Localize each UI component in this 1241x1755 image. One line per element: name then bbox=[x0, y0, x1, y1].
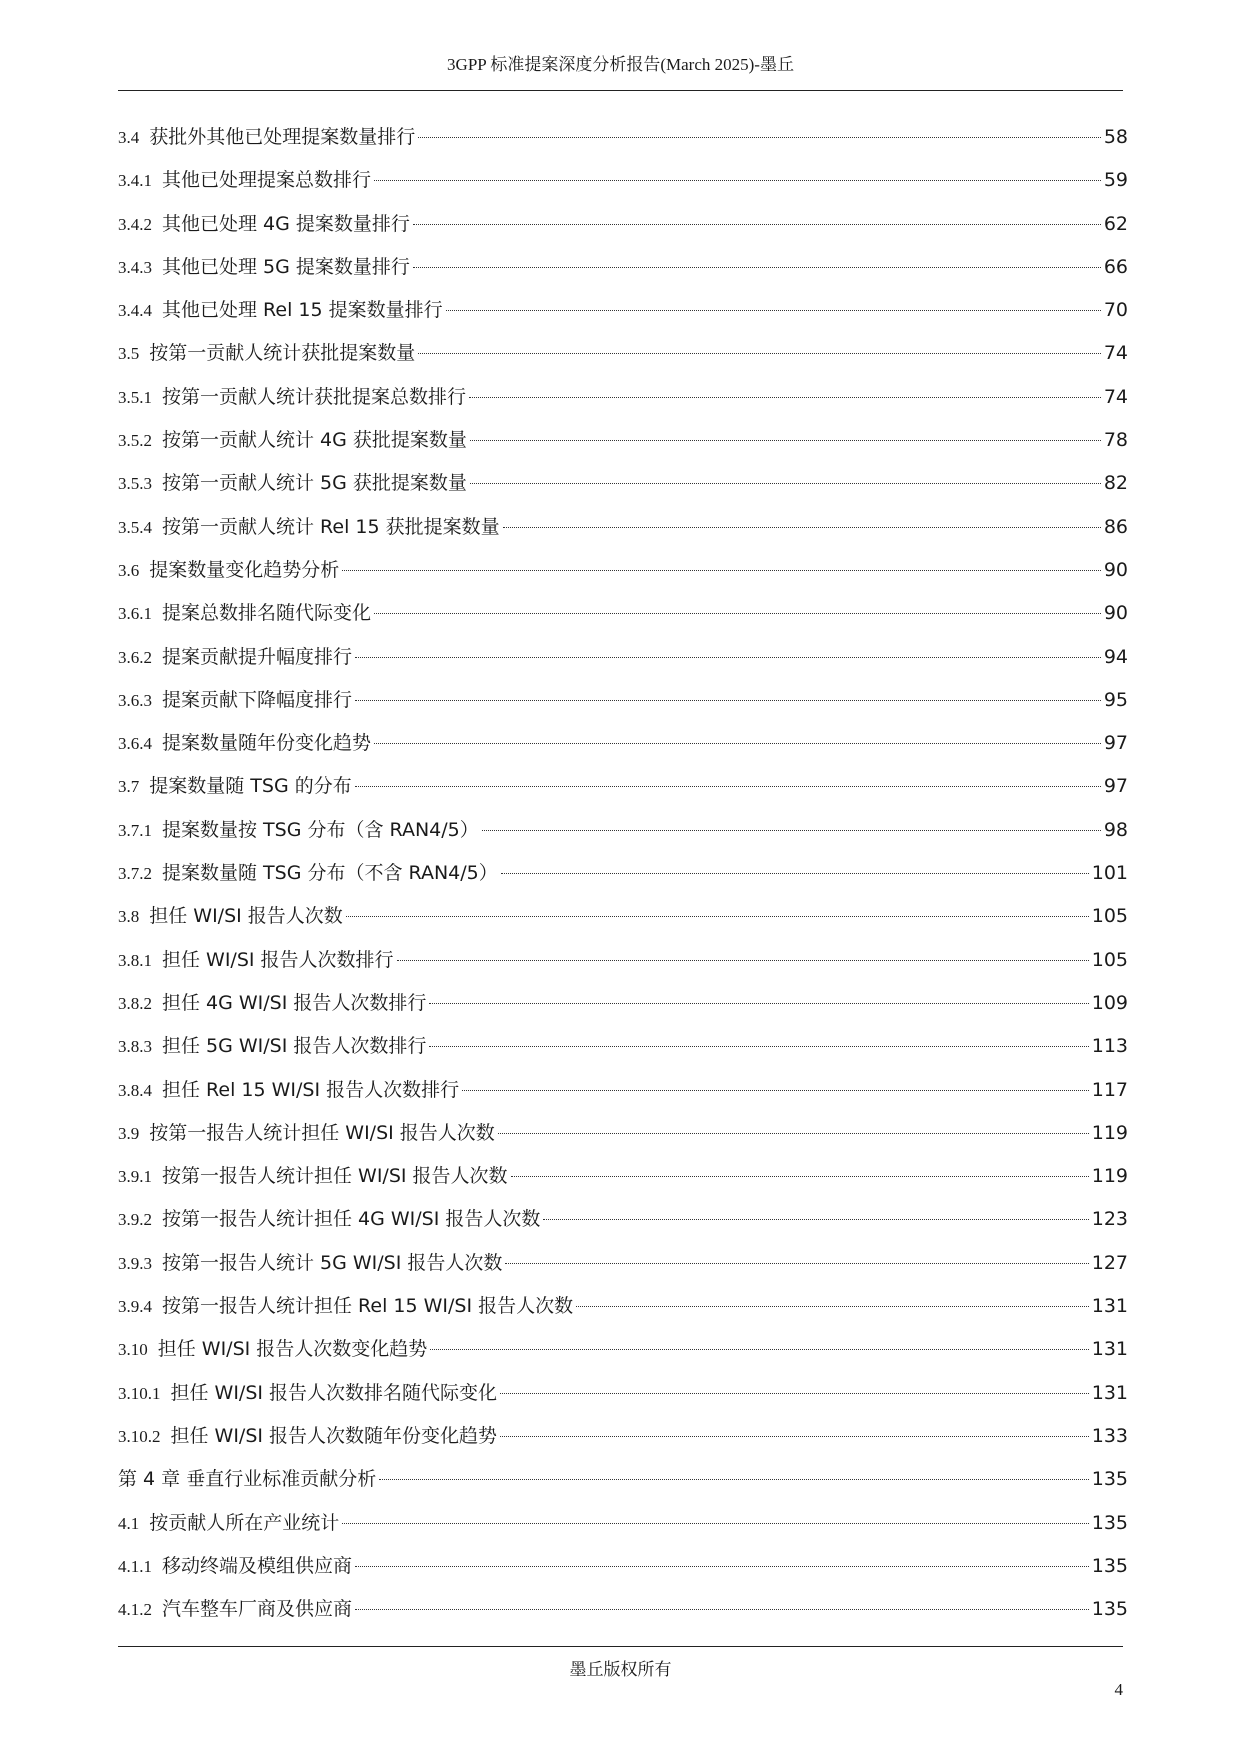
toc-entry-page: 90 bbox=[1103, 602, 1128, 625]
toc-entry-page: 66 bbox=[1103, 255, 1128, 278]
toc-entry[interactable] bbox=[118, 1502, 1128, 1545]
toc-dot-leader bbox=[576, 1306, 1089, 1307]
toc-entry-number: 3.6 bbox=[118, 560, 140, 580]
toc-dot-leader bbox=[397, 960, 1089, 961]
toc-entry-title: 提案数量随 TSG 分布（不含 RAN4/5） bbox=[162, 862, 498, 885]
toc-entry-page: 94 bbox=[1103, 645, 1128, 668]
toc-entry-number: 4.1 bbox=[118, 1513, 140, 1533]
toc-entry-page: 105 bbox=[1091, 905, 1128, 928]
toc-entry-title: 按第一贡献人统计 Rel 15 获批提案数量 bbox=[162, 515, 500, 538]
toc-dot-leader bbox=[374, 743, 1101, 744]
toc-entry-page: 70 bbox=[1103, 299, 1128, 322]
toc-entry-number: 3.9.4 bbox=[118, 1297, 152, 1317]
toc-dot-leader bbox=[355, 1609, 1089, 1610]
toc-dot-leader bbox=[501, 873, 1089, 874]
toc-entry[interactable] bbox=[118, 1112, 1128, 1155]
toc-entry-title: 提案数量变化趋势分析 bbox=[149, 558, 340, 581]
toc-entry-page: 58 bbox=[1103, 126, 1128, 148]
toc-entry-page: 95 bbox=[1103, 688, 1128, 711]
toc-entry-title: 按第一报告人统计担任 Rel 15 WI/SI 报告人次数 bbox=[162, 1295, 574, 1318]
toc-entry[interactable] bbox=[118, 765, 1128, 808]
toc-entry-number: 3.8 bbox=[118, 907, 140, 927]
toc-entry-page: 123 bbox=[1091, 1208, 1128, 1231]
toc-entry-title: 其他已处理 Rel 15 提案数量排行 bbox=[162, 299, 443, 322]
toc-entry-number: 3.6.1 bbox=[118, 604, 152, 624]
toc-entry-number: 3.10.1 bbox=[118, 1383, 161, 1403]
toc-dot-leader bbox=[498, 1133, 1089, 1134]
toc-dot-leader bbox=[346, 916, 1089, 917]
toc-entry-page: 78 bbox=[1103, 429, 1128, 452]
toc-entry-number: 3.9.1 bbox=[118, 1167, 152, 1187]
toc-dot-leader bbox=[511, 1176, 1089, 1177]
toc-entry[interactable] bbox=[118, 1415, 1128, 1458]
toc-dot-leader bbox=[355, 657, 1101, 658]
toc-dot-leader bbox=[543, 1219, 1088, 1220]
toc-dot-leader bbox=[374, 180, 1101, 181]
toc-entry[interactable] bbox=[118, 895, 1128, 938]
toc-entry[interactable] bbox=[118, 419, 1128, 462]
toc-entry-title: 担任 WI/SI 报告人次数排名随代际变化 bbox=[170, 1381, 498, 1404]
toc-dot-leader bbox=[374, 613, 1101, 614]
toc-entry[interactable] bbox=[118, 1545, 1128, 1588]
toc-entry-page: 131 bbox=[1091, 1381, 1128, 1404]
toc-dot-leader bbox=[418, 353, 1101, 354]
toc-dot-leader bbox=[470, 440, 1101, 441]
toc-entry-page: 135 bbox=[1091, 1468, 1128, 1491]
toc-entry-page: 105 bbox=[1091, 948, 1128, 971]
toc-entry[interactable] bbox=[118, 1242, 1128, 1285]
toc-entry-title: 提案数量按 TSG 分布（含 RAN4/5） bbox=[162, 818, 479, 841]
toc-entry-number: 3.4.1 bbox=[118, 171, 152, 191]
toc-entry-number: 3.5.1 bbox=[118, 387, 152, 407]
toc-entry-page: 59 bbox=[1103, 169, 1128, 192]
footer-divider bbox=[118, 1646, 1123, 1647]
toc-entry[interactable] bbox=[118, 982, 1128, 1025]
toc-dot-leader bbox=[500, 1393, 1089, 1394]
toc-entry-title: 获批外其他已处理提案数量排行 bbox=[149, 126, 416, 148]
toc-entry-title: 汽车整车厂商及供应商 bbox=[162, 1598, 353, 1621]
toc-entry-number: 3.5 bbox=[118, 344, 140, 364]
toc-dot-leader bbox=[355, 1566, 1089, 1567]
toc-dot-leader bbox=[500, 1436, 1089, 1437]
toc-entry-page: 131 bbox=[1091, 1338, 1128, 1361]
toc-entry[interactable] bbox=[118, 592, 1128, 635]
toc-entry-title: 担任 5G WI/SI 报告人次数排行 bbox=[162, 1035, 427, 1058]
toc-entry[interactable] bbox=[118, 852, 1128, 895]
toc-entry-number: 3.6.4 bbox=[118, 734, 152, 754]
toc-dot-leader bbox=[470, 483, 1101, 484]
toc-entry-title: 担任 WI/SI 报告人次数排行 bbox=[162, 948, 394, 971]
toc-entry-title: 担任 4G WI/SI 报告人次数排行 bbox=[162, 991, 427, 1014]
toc-entry[interactable] bbox=[118, 549, 1128, 592]
toc-entry-number: 3.4.4 bbox=[118, 301, 152, 321]
toc-entry[interactable] bbox=[118, 246, 1128, 289]
toc-entry[interactable] bbox=[118, 376, 1128, 419]
toc-entry-title: 按第一报告人统计 5G WI/SI 报告人次数 bbox=[162, 1251, 503, 1274]
running-header: 3GPP 标准提案深度分析报告(March 2025)-墨丘 bbox=[118, 48, 1123, 91]
toc-entry-page: 97 bbox=[1103, 775, 1128, 798]
toc-dot-leader bbox=[413, 267, 1101, 268]
toc-entry[interactable] bbox=[118, 809, 1128, 852]
toc-entry-number: 3.10.2 bbox=[118, 1426, 161, 1446]
toc-dot-leader bbox=[418, 137, 1101, 138]
toc-entry-title: 担任 WI/SI 报告人次数随年份变化趋势 bbox=[170, 1424, 498, 1447]
table-of-contents bbox=[118, 116, 1128, 1631]
toc-entry-number: 3.4 bbox=[118, 128, 140, 147]
toc-entry-title: 按第一贡献人统计获批提案总数排行 bbox=[162, 385, 467, 408]
toc-entry-page: 101 bbox=[1091, 862, 1128, 885]
toc-entry-title: 提案贡献下降幅度排行 bbox=[162, 688, 353, 711]
toc-entry-title: 按第一报告人统计担任 4G WI/SI 报告人次数 bbox=[162, 1208, 541, 1231]
toc-dot-leader bbox=[429, 1003, 1088, 1004]
toc-dot-leader bbox=[430, 1349, 1088, 1350]
toc-entry-number: 3.7.2 bbox=[118, 864, 152, 884]
toc-entry-title: 担任 WI/SI 报告人次数 bbox=[149, 905, 343, 928]
toc-entry-page: 119 bbox=[1091, 1121, 1128, 1144]
toc-entry-page: 113 bbox=[1091, 1035, 1128, 1058]
toc-entry-title: 其他已处理提案总数排行 bbox=[162, 169, 372, 192]
toc-entry-page: 74 bbox=[1103, 385, 1128, 408]
toc-entry-page: 131 bbox=[1091, 1295, 1128, 1318]
toc-entry[interactable] bbox=[118, 1069, 1128, 1112]
toc-entry-page: 135 bbox=[1091, 1598, 1128, 1621]
toc-entry-title: 第 4 章 垂直行业标准贡献分析 bbox=[118, 1468, 377, 1491]
toc-entry[interactable] bbox=[118, 1155, 1128, 1198]
toc-entry-number: 3.7 bbox=[118, 777, 140, 797]
toc-dot-leader bbox=[379, 1479, 1089, 1480]
toc-entry-title: 提案数量随 TSG 的分布 bbox=[149, 775, 352, 798]
toc-dot-leader bbox=[342, 570, 1101, 571]
toc-dot-leader bbox=[469, 397, 1101, 398]
toc-entry[interactable] bbox=[118, 506, 1128, 549]
toc-entry-title: 移动终端及模组供应商 bbox=[162, 1554, 353, 1577]
toc-entry[interactable] bbox=[118, 159, 1128, 202]
toc-entry[interactable] bbox=[118, 679, 1128, 722]
toc-entry-title: 按第一贡献人统计 4G 获批提案数量 bbox=[162, 429, 467, 452]
toc-entry-page: 133 bbox=[1091, 1424, 1128, 1447]
toc-entry-page: 127 bbox=[1091, 1251, 1128, 1274]
toc-entry-number: 3.6.3 bbox=[118, 690, 152, 710]
toc-entry-title: 按第一贡献人统计 5G 获批提案数量 bbox=[162, 472, 467, 495]
page-number: 4 bbox=[1114, 1680, 1123, 1699]
toc-entry[interactable] bbox=[118, 939, 1128, 982]
toc-dot-leader bbox=[503, 527, 1101, 528]
toc-dot-leader bbox=[462, 1090, 1089, 1091]
toc-entry-title: 按贡献人所在产业统计 bbox=[149, 1511, 340, 1534]
toc-entry-page: 74 bbox=[1103, 342, 1128, 365]
toc-dot-leader bbox=[355, 700, 1101, 701]
toc-entry-number: 3.9 bbox=[118, 1123, 140, 1143]
toc-entry-number: 3.9.2 bbox=[118, 1210, 152, 1230]
toc-dot-leader bbox=[342, 1523, 1088, 1524]
toc-entry-title: 担任 Rel 15 WI/SI 报告人次数排行 bbox=[162, 1078, 460, 1101]
toc-entry-number: 4.1.1 bbox=[118, 1556, 152, 1576]
toc-entry-number: 3.8.2 bbox=[118, 993, 152, 1013]
toc-entry-title: 按第一贡献人统计获批提案数量 bbox=[149, 342, 416, 365]
toc-entry-title: 其他已处理 5G 提案数量排行 bbox=[162, 255, 410, 278]
toc-entry-number: 3.10 bbox=[118, 1340, 148, 1360]
toc-entry[interactable] bbox=[118, 1372, 1128, 1415]
toc-entry[interactable] bbox=[118, 332, 1128, 375]
toc-entry-number: 3.5.3 bbox=[118, 474, 152, 494]
toc-entry-page: 117 bbox=[1091, 1078, 1128, 1101]
toc-entry[interactable] bbox=[118, 116, 1128, 159]
toc-entry[interactable] bbox=[118, 1285, 1128, 1328]
toc-dot-leader bbox=[413, 224, 1101, 225]
toc-entry-page: 82 bbox=[1103, 472, 1128, 495]
toc-entry[interactable] bbox=[118, 203, 1128, 246]
toc-entry[interactable] bbox=[118, 722, 1128, 765]
toc-dot-leader bbox=[355, 786, 1101, 787]
toc-entry-title: 提案数量随年份变化趋势 bbox=[162, 732, 372, 755]
toc-entry-number: 3.4.3 bbox=[118, 257, 152, 277]
toc-entry[interactable] bbox=[118, 1458, 1128, 1501]
toc-entry-number: 3.8.3 bbox=[118, 1037, 152, 1057]
toc-entry-page: 97 bbox=[1103, 732, 1128, 755]
toc-entry[interactable] bbox=[118, 636, 1128, 679]
toc-entry[interactable] bbox=[118, 1198, 1128, 1241]
toc-entry-page: 98 bbox=[1103, 818, 1128, 841]
toc-entry-page: 135 bbox=[1091, 1511, 1128, 1534]
toc-entry[interactable] bbox=[118, 1588, 1128, 1631]
toc-entry-number: 3.4.2 bbox=[118, 214, 152, 234]
toc-entry[interactable] bbox=[118, 289, 1128, 332]
toc-entry-page: 62 bbox=[1103, 212, 1128, 235]
toc-entry-number: 3.5.2 bbox=[118, 431, 152, 451]
toc-entry-title: 按第一报告人统计担任 WI/SI 报告人次数 bbox=[162, 1165, 508, 1188]
toc-entry-title: 提案贡献提升幅度排行 bbox=[162, 645, 353, 668]
toc-dot-leader bbox=[429, 1046, 1088, 1047]
toc-entry-page: 119 bbox=[1091, 1165, 1128, 1188]
toc-entry-number: 3.9.3 bbox=[118, 1253, 152, 1273]
toc-entry[interactable] bbox=[118, 462, 1128, 505]
toc-entry-title: 按第一报告人统计担任 WI/SI 报告人次数 bbox=[149, 1121, 495, 1144]
toc-entry-title: 提案总数排名随代际变化 bbox=[162, 602, 372, 625]
toc-dot-leader bbox=[505, 1263, 1088, 1264]
toc-entry-page: 135 bbox=[1091, 1554, 1128, 1577]
toc-entry-title: 其他已处理 4G 提案数量排行 bbox=[162, 212, 410, 235]
toc-dot-leader bbox=[482, 830, 1101, 831]
toc-entry-number: 3.7.1 bbox=[118, 820, 152, 840]
toc-entry[interactable] bbox=[118, 1328, 1128, 1371]
toc-entry-title: 担任 WI/SI 报告人次数变化趋势 bbox=[157, 1338, 428, 1361]
toc-entry-number: 3.5.4 bbox=[118, 517, 152, 537]
toc-dot-leader bbox=[446, 310, 1101, 311]
toc-entry-number: 3.8.1 bbox=[118, 950, 152, 970]
footer-copyright: 墨丘版权所有 bbox=[569, 1660, 672, 1679]
toc-entry-page: 109 bbox=[1091, 991, 1128, 1014]
toc-entry-page: 90 bbox=[1103, 558, 1128, 581]
toc-entry-number: 3.8.4 bbox=[118, 1080, 152, 1100]
toc-entry[interactable] bbox=[118, 1025, 1128, 1068]
toc-entry-page: 86 bbox=[1103, 515, 1128, 538]
toc-entry-number: 3.6.2 bbox=[118, 647, 152, 667]
toc-entry-number: 4.1.2 bbox=[118, 1600, 152, 1620]
